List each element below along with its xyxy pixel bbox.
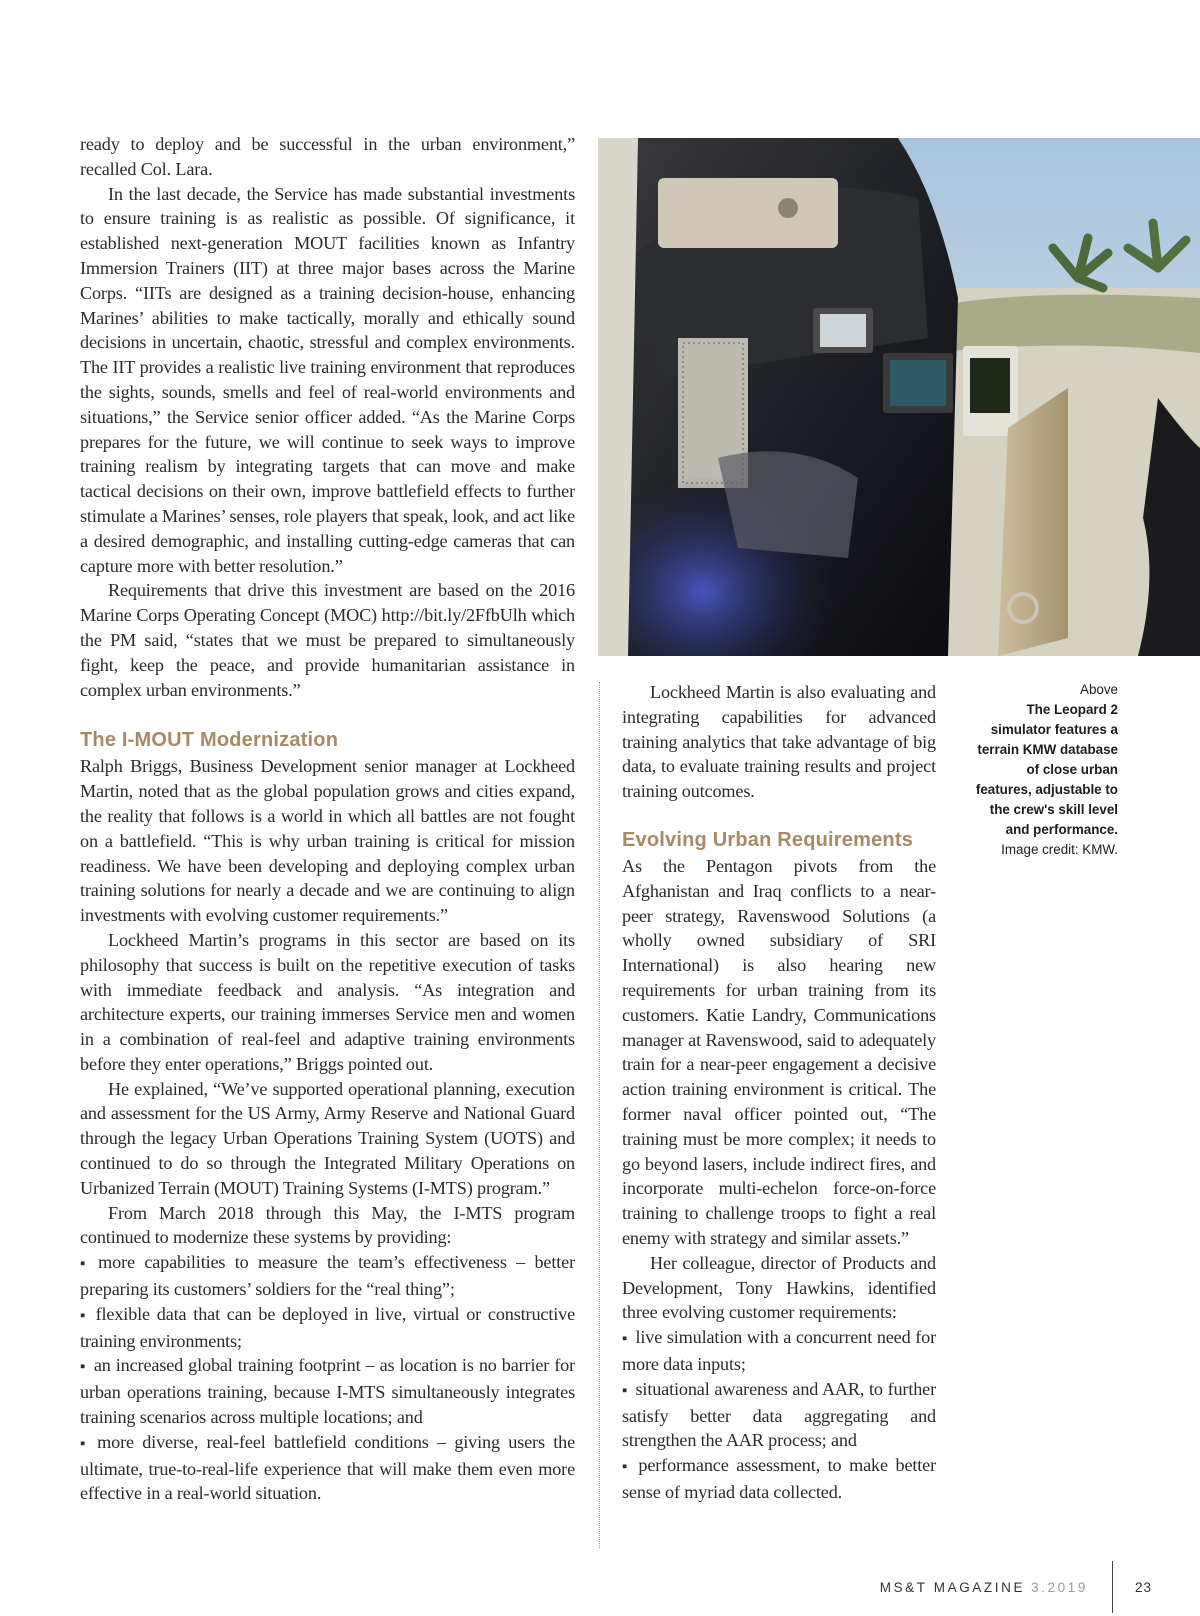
caption-label: Above bbox=[1080, 682, 1118, 697]
section-heading: Evolving Urban Requirements bbox=[622, 828, 914, 851]
bullet-item: ▪ flexible data that can be deployed in live, virtual or constructive training environments; bbox=[80, 1302, 575, 1354]
issue-number: 3.2019 bbox=[1031, 1579, 1088, 1595]
bullet-item: ▪ situational awareness and AAR, to further satisfy better data aggregating and strengthen the AAR process; and bbox=[622, 1377, 936, 1453]
middle-column bbox=[622, 680, 936, 1505]
bullet-item: ▪ more capabilities to measure the team’s effectiveness – better preparing its customers’ soldiers for the “real thing”; bbox=[80, 1250, 575, 1302]
magazine-name: MS&T MAGAZINE bbox=[879, 1579, 1026, 1595]
body-paragraph: Her colleague, director of Products and Development, Tony Hawkins, identified three evolving customer requirements: bbox=[622, 1252, 936, 1323]
body-paragraph: Ralph Briggs, Business Development senior manager at Lockheed Martin, noted that as the global population grows and cities expand, the reality that follows is a world in which all battles are not fought on a battlefield. “This is why urban training is critical for mission readiness. We have been developing and deploying complex urban training solutions for nearly a decade and we are continuing to align investments with evolving customer requirements.” bbox=[80, 756, 575, 926]
body-paragraph: From March 2018 through this May, the I-MTS program continued to modernize these systems by providing: bbox=[80, 1202, 575, 1248]
body-paragraph: Requirements that drive this investment are based on the 2016 Marine Corps Operating Concept (MOC) http://bit.ly/2FfbUlh which the PM said, “states that we must be prepared to simultaneously fight, keep the peace, and provide humanitarian assistance in complex urban environments.” bbox=[80, 580, 575, 700]
bullet-list bbox=[622, 1325, 936, 1505]
bullet-item: ▪ live simulation with a concurrent need for more data inputs; bbox=[622, 1325, 936, 1377]
page-footer bbox=[880, 1572, 1152, 1602]
body-paragraph: In the last decade, the Service has made substantial investments to ensure training is as realistic as possible. Of significance, it established next-generation MOUT facilities known as Infantry Immersion Trainers (IIT) at three major bases across the Marine Corps. “IITs are designed as a training decision-house, enhancing Marines’ abilities to make tactically, morally and ethically sound decisions in uncertain, chaotic, stressful and complex environments. The IIT provides a realistic live training environment that reproduces the sights, sounds, smells and feel of real-world environments and situations,” the Service senior officer added. “As the Marine Corps prepares for the future, we will continue to seek ways to improve training realism by integrating targets that can move and make tactical decisions on their own, improve battlefield effects to further stimulate a Marines’ senses, role players that speak, look, and act like a desired demographic, and installing cutting-edge cameras that can capture more with better resolution.” bbox=[80, 183, 575, 576]
body-paragraph: ready to deploy and be successful in the urban environment,” recalled Col. Lara. bbox=[80, 134, 575, 179]
footer-divider bbox=[1112, 1561, 1113, 1613]
bullet-item: ▪ performance assessment, to make better sense of myriad data collected. bbox=[622, 1453, 936, 1505]
photo-caption bbox=[968, 680, 1118, 860]
page-number: 23 bbox=[1134, 1579, 1152, 1595]
body-paragraph: Lockheed Martin is also evaluating and integrating capabilities for advanced training analytics that take advantage of big data, to evaluate training results and project training outcomes. bbox=[622, 682, 936, 802]
simulator-photo bbox=[598, 138, 1200, 656]
left-column bbox=[80, 132, 575, 1506]
bullet-list bbox=[80, 1250, 575, 1506]
body-paragraph: As the Pentagon pivots from the Afghanistan and Iraq conflicts to a near-peer strategy, Ravenswood Solutions (a wholly owned subsidiary of SRI International) is also hearing new requirements for urban training from its customers. Katie Landry, Communications manager at Ravenswood, said to adequately train for a near-peer engagement a decisive action training environment is critical. The former naval officer pointed out, “The training must be more complex; it needs to go beyond lasers, include indirect fires, and incorporate multi-echelon force-on-force training to challenge troops to fight a real enemy with strategy and similar assets.” bbox=[622, 855, 936, 1248]
caption-body: The Leopard 2 simulator features a terrain KMW database of close urban features, adjustable to the crew's skill level and performance. bbox=[975, 702, 1118, 837]
bullet-item: ▪ an increased global training footprint – as location is no barrier for urban operations training, because I-MTS simultaneously integrates training scenarios across multiple locations; and bbox=[80, 1353, 575, 1429]
column-divider bbox=[599, 682, 600, 1548]
section-heading: The I-MOUT Modernization bbox=[80, 729, 339, 752]
bullet-item: ▪ more diverse, real-feel battlefield conditions – giving users the ultimate, true-to-real-life experience that will make them even more effective in a real-world situation. bbox=[80, 1430, 575, 1506]
body-paragraph: Lockheed Martin’s programs in this sector are based on its philosophy that success is built on the repetitive execution of tasks with immediate feedback and analysis. “As integration and architecture experts, our training immerses Service men and women in a combination of real-feel and adaptive training environments before they enter operations,” Briggs pointed out. bbox=[80, 929, 575, 1074]
caption-credit: Image credit: KMW. bbox=[1001, 842, 1118, 857]
body-paragraph: He explained, “We’ve supported operational planning, execution and assessment for the US Army, Army Reserve and National Guard through the legacy Urban Operations Training System (UOTS) and continued to do so through the Integrated Military Operations on Urbanized Terrain (MOUT) Training Systems (I-MTS) program.” bbox=[80, 1078, 575, 1198]
